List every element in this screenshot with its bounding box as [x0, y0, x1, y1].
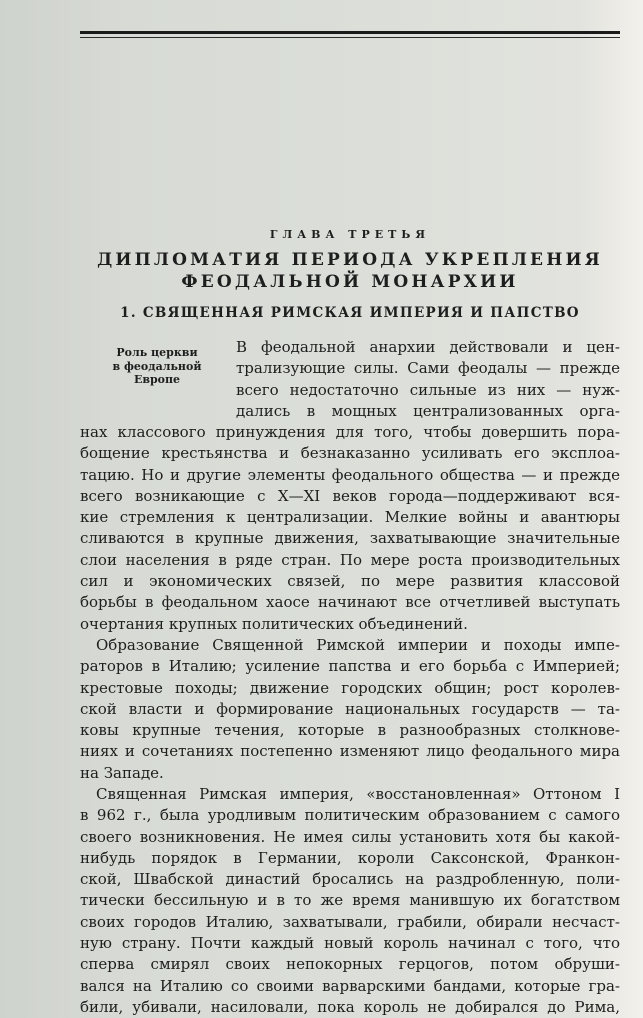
text-line: на Западе.	[80, 763, 164, 782]
text-line: всего возникающие с X—XI веков города—поддерживают вся-	[80, 486, 620, 505]
text-line: сил и экономических связей, по мере развития классовой	[80, 572, 620, 591]
text-line: ниях и сочетаниях постепенно изменяют лицо феодального мира	[80, 742, 620, 761]
text-line: своих городов Италию, захватывали, грабили, обирали несчаст-	[80, 912, 620, 931]
text-line: били, убивали, насиловали, пока король не добирался до Рима,	[80, 997, 620, 1016]
chapter-title-line-1: ДИПЛОМАТИЯ ПЕРИОДА УКРЕПЛЕНИЯ	[97, 250, 603, 270]
text-line: раторов в Италию; усиление папства и его борьба с Империей;	[80, 657, 620, 676]
text-line: Священная Римская империя, «восстановленная» Оттоном I	[96, 785, 620, 803]
book-page	[80, 0, 620, 1016]
text-line: ную страну. Почти каждый новый король начинал с того, что	[80, 934, 620, 953]
text-line: сперва смирял своих непокорных герцогов, потом обруши-	[80, 955, 620, 974]
text-line: Образование Священной Римской империи и походы импе-	[96, 636, 620, 654]
text-line: ской, Швабской династий бросались на раздробленную, поли-	[80, 870, 620, 889]
margin-note-line-1: Роль церкви	[116, 346, 198, 359]
text-line: борьбы в феодальном хаосе начинают все отчетливей выступать	[80, 593, 620, 612]
text-line: слои населения в ряде стран. По мере роста производительных	[80, 550, 620, 569]
text-line: трализующие силы. Сами феодалы — прежде	[236, 359, 620, 378]
chapter-title	[80, 249, 620, 293]
text-line: очертания крупных политических объединений.	[80, 614, 468, 633]
text-line: в 962 г., была уродливым политическим образованием с самого	[80, 806, 620, 825]
text-line: тацию. Но и другие элементы феодального общества — и прежде	[80, 465, 620, 484]
chapter-label: ГЛАВА ТРЕТЬЯ	[269, 228, 431, 241]
text-line: ковы крупные течения, которые в разнообразных столкнове-	[80, 721, 620, 740]
margin-note	[92, 346, 222, 387]
text-line: кие стремления к централизации. Мелкие войны и авантюры	[80, 508, 620, 527]
text-line: сливаются в крупные движения, захватывающие значительные	[80, 529, 620, 548]
header-rule-thin	[80, 37, 620, 38]
text-line: всего недостаточно сильные из них — нуж-	[236, 380, 620, 399]
paragraph-1-wrapped-lines	[236, 337, 620, 422]
text-line: дались в мощных централизованных орга-	[236, 401, 620, 420]
paragraph-3	[80, 784, 620, 1018]
text-line: вался на Италию со своими варварскими бандами, которые гра-	[80, 976, 620, 995]
text-line: нибудь порядок в Германии, короли Саксонской, Франкон-	[80, 848, 620, 867]
text-line: В феодальной анархии действовали и цен-	[236, 338, 620, 356]
chapter-title-line-2: ФЕОДАЛЬНОЙ МОНАРХИИ	[181, 272, 519, 292]
margin-note-line-3: Европе	[133, 373, 181, 386]
text-line: ской власти и формирование национальных государств — та-	[80, 699, 620, 718]
header-rule-thick	[80, 31, 620, 34]
margin-note-line-2: в феодальной	[112, 359, 202, 373]
paragraph-1	[80, 422, 620, 635]
text-line: тически бессильную и в то же время манившую их богатством	[80, 891, 620, 910]
paragraph-2	[80, 635, 620, 784]
text-line: крестовые походы; движение городских общин; рост королев-	[80, 678, 620, 697]
text-line: своего возникновения. Не имея силы установить хотя бы какой-	[80, 827, 620, 846]
text-line: бощение крестьянства и безнаказанно усиливать его эксплоа-	[80, 444, 620, 463]
section-title: 1. СВЯЩЕННАЯ РИМСКАЯ ИМПЕРИЯ И ПАПСТВО	[120, 305, 580, 321]
text-line: нах классового принуждения для того, чтобы довершить пора-	[80, 423, 620, 441]
